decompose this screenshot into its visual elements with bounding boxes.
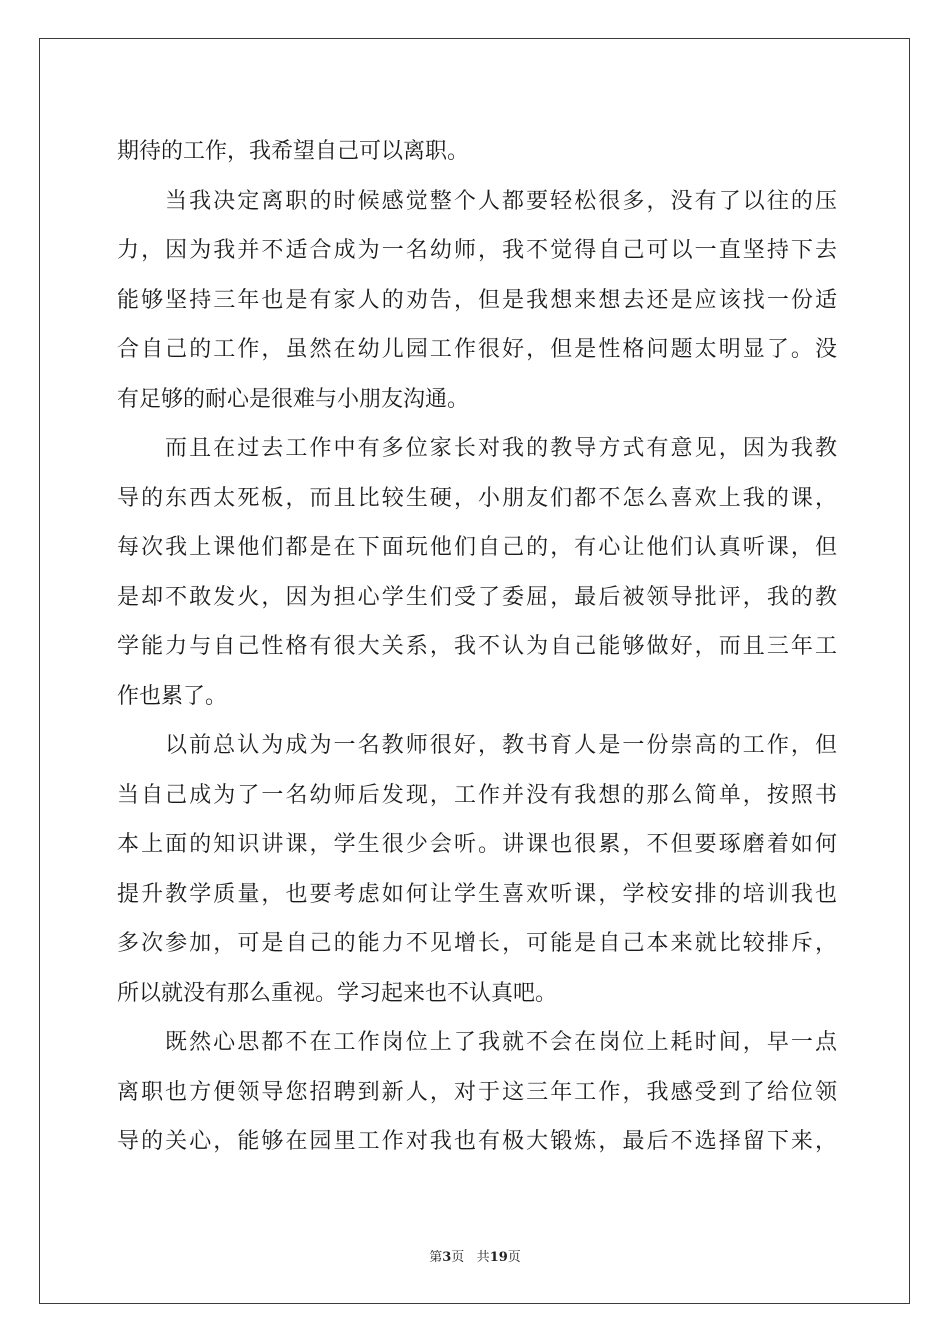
text-line: 能够坚持三年也是有家人的劝告，但是我想来想去还是应该找一份适 (117, 287, 837, 313)
text-line: 当自己成为了一名幼师后发现，工作并没有我想的那么简单，按照书 (117, 782, 837, 808)
text-line: 导的东西太死板，而且比较生硬，小朋友们都不怎么喜欢上我的课， (117, 485, 837, 511)
text-line: 当我决定离职的时候感觉整个人都要轻松很多，没有了以往的压 (165, 188, 837, 214)
text-line: 力，因为我并不适合成为一名幼师，我不觉得自己可以一直坚持下去 (117, 238, 837, 263)
footer-total-prefix: 共 (476, 1250, 490, 1265)
text-line: 学能力与自己性格有很大关系，我不认为自己能够做好，而且三年工 (117, 634, 837, 659)
footer-page-suffix: 页 (451, 1250, 465, 1265)
text-line: 以前总认为成为一名教师很好，教书育人是一份崇高的工作，但 (165, 733, 837, 758)
footer-page-current: 3 (442, 1250, 452, 1265)
text-line: 离职也方便领导您招聘到新人，对于这三年工作，我感受到了给位领 (117, 1079, 837, 1105)
footer-page-total: 19 (489, 1250, 508, 1265)
text-line: 是却不敢发火，因为担心学生们受了委屈，最后被领导批评，我的教 (117, 584, 837, 610)
text-line: 有足够的耐心是很难与小朋友沟通。 (117, 386, 470, 412)
text-line: 每次我上课他们都是在下面玩他们自己的，有心让他们认真听课，但 (117, 535, 837, 560)
text-line: 而且在过去工作中有多位家长对我的教导方式有意见，因为我教 (165, 436, 837, 461)
text-line: 所以就没有那么重视。学习起来也不认真吧。 (117, 980, 558, 1006)
page-footer (0, 1246, 950, 1265)
text-line: 导的关心，能够在园里工作对我也有极大锻炼，最后不选择留下来， (117, 1129, 837, 1154)
text-line: 既然心思都不在工作岗位上了我就不会在岗位上耗时间，早一点 (165, 1030, 837, 1055)
text-line: 本上面的知识讲课，学生很少会听。讲课也很累，不但要琢磨着如何 (117, 832, 837, 857)
footer-page-prefix: 第 (429, 1250, 443, 1265)
text-line: 作也累了。 (117, 683, 228, 709)
text-line: 提升教学质量，也要考虑如何让学生喜欢听课，学校安排的培训我也 (117, 881, 837, 907)
text-line: 期待的工作，我希望自己可以离职。 (117, 139, 470, 164)
footer-total-suffix: 页 (507, 1250, 521, 1265)
document-body (117, 127, 837, 1167)
text-line: 合自己的工作，虽然在幼儿园工作很好，但是性格问题太明显了。没 (117, 337, 837, 362)
text-line: 多次参加，可是自己的能力不见增长，可能是自己本来就比较排斥， (117, 931, 837, 956)
